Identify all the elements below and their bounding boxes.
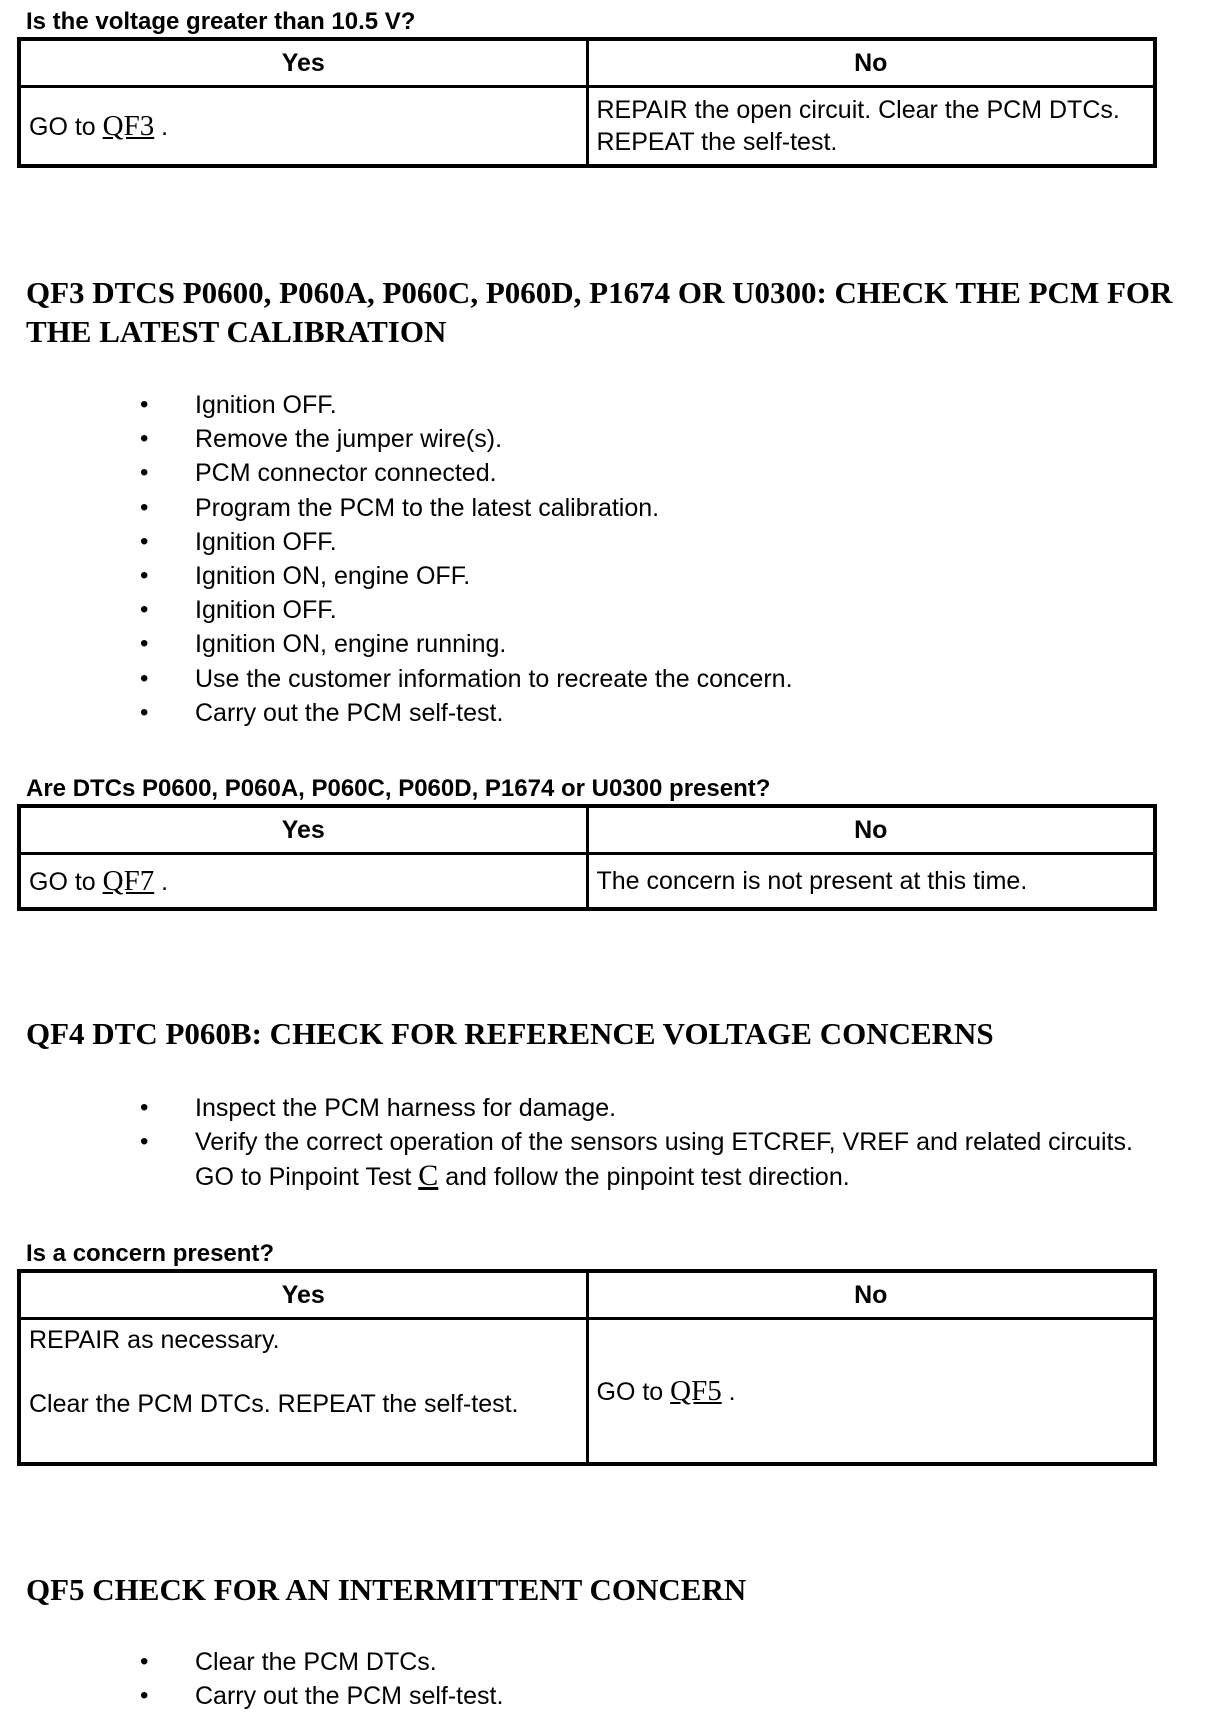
yes-header: Yes: [19, 1271, 587, 1319]
list-item: • Ignition OFF.: [140, 525, 1160, 559]
list-item: • Program the PCM to the latest calibration.: [140, 491, 1160, 525]
table-header-row: [19, 39, 1155, 87]
list-item: • PCM connector connected.: [140, 456, 1160, 490]
list-item: • Ignition OFF.: [140, 388, 1160, 422]
no-prefix: GO to: [596, 1377, 664, 1406]
yes-line-2: Clear the PCM DTCs. REPEAT the self-test.: [29, 1390, 519, 1418]
list-item: [140, 1125, 1160, 1194]
yes-cell: [19, 854, 587, 910]
link-qf5[interactable]: QF5: [670, 1374, 722, 1407]
yes-prefix: GO to: [29, 867, 96, 896]
table-row: [19, 87, 1155, 167]
no-header: No: [587, 1271, 1155, 1319]
link-pinpoint-test-c[interactable]: C: [418, 1159, 439, 1193]
steps-list-qf4: [140, 1091, 1160, 1195]
list-item: • Inspect the PCM harness for damage.: [140, 1091, 1160, 1125]
no-header: No: [587, 806, 1155, 854]
yes-header: Yes: [19, 806, 587, 854]
table-row: [19, 854, 1155, 910]
no-suffix: .: [728, 1377, 736, 1406]
steps-list-qf3: [140, 388, 1160, 730]
decision-table-voltage: [17, 37, 1157, 168]
step-suffix: and follow the pinpoint test direction.: [445, 1163, 850, 1192]
decision-table-dtcs: [17, 804, 1157, 911]
no-cell: The concern is not present at this time.: [587, 854, 1155, 910]
list-item: • Clear the PCM DTCs.: [140, 1645, 1160, 1679]
list-item: • Ignition OFF.: [140, 593, 1160, 627]
yes-suffix: .: [161, 867, 169, 896]
yes-line-1: REPAIR as necessary.: [29, 1326, 280, 1354]
step-text: Verify the correct operation of the sensors using ETCREF, VREF and related circuits. GO to Pinpoint Test: [195, 1128, 1133, 1192]
table-row: [19, 1319, 1155, 1465]
question-concern-present: Is a concern present?: [26, 1240, 275, 1267]
list-item: • Ignition ON, engine running.: [140, 627, 1160, 661]
section-heading-qf3: QF3 DTCS P0600, P060A, P060C, P060D, P1674 OR U0300: CHECK THE PCM FOR THE LATEST CALIBRATION: [26, 275, 1173, 349]
section-heading-qf4: QF4 DTC P060B: CHECK FOR REFERENCE VOLTAGE CONCERNS: [26, 1016, 994, 1051]
no-cell: [587, 1319, 1155, 1465]
yes-prefix: GO to: [29, 112, 96, 141]
question-voltage: Is the voltage greater than 10.5 V?: [26, 8, 416, 35]
question-dtcs-present: Are DTCs P0600, P060A, P060C, P060D, P1674 or U0300 present?: [26, 775, 771, 802]
list-item: • Carry out the PCM self-test.: [140, 1679, 1160, 1713]
table-header-row: [19, 806, 1155, 854]
link-qf3[interactable]: QF3: [102, 109, 155, 142]
steps-list-qf5: [140, 1645, 1160, 1713]
no-header: No: [587, 39, 1155, 87]
decision-table-concern: [17, 1269, 1157, 1466]
link-qf7[interactable]: QF7: [102, 864, 155, 897]
list-item: • Remove the jumper wire(s).: [140, 422, 1160, 456]
list-item: • Use the customer information to recreate the concern.: [140, 662, 1160, 696]
no-cell: REPAIR the open circuit. Clear the PCM DTCs. REPEAT the self-test.: [587, 87, 1155, 167]
yes-suffix: .: [161, 112, 169, 141]
table-header-row: [19, 1271, 1155, 1319]
yes-header: Yes: [19, 39, 587, 87]
list-item: • Carry out the PCM self-test.: [140, 696, 1160, 730]
yes-cell: [19, 1319, 587, 1465]
section-heading-qf5: QF5 CHECK FOR AN INTERMITTENT CONCERN: [26, 1572, 747, 1607]
list-item: • Ignition ON, engine OFF.: [140, 559, 1160, 593]
yes-cell: [19, 87, 587, 167]
